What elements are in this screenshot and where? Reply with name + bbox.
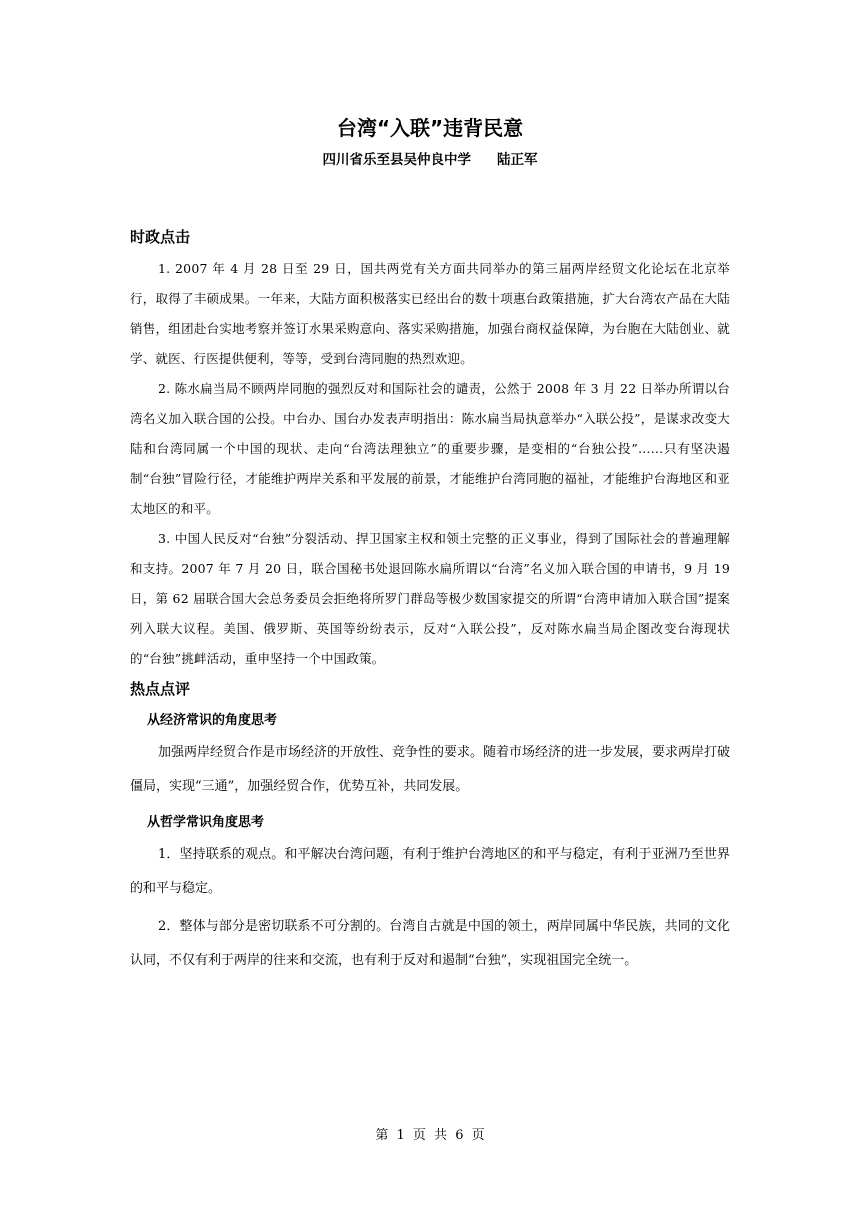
document-body: [130, 222, 730, 982]
subheading-philosophy: 从哲学常识角度思考: [147, 815, 265, 830]
philosophy-paragraph-1: 1．坚持联系的观点。和平解决台湾问题，有利于维护台湾地区的和平与稳定，有利于亚洲乃至世界的和平与稳定。: [130, 847, 730, 896]
page-footer: 第 1 页 共 6 页: [375, 1128, 485, 1143]
author-line: [0, 150, 860, 170]
subheading-economics: 从经济常识的角度思考: [147, 713, 278, 728]
philosophy-paragraph-2: 2．整体与部分是密切联系不可分割的。台湾自古就是中国的领土，两岸同属中华民族，共同的文化认同，不仅有利于两岸的往来和交流，也有利于反对和遏制“台独”，实现祖国完全统一。: [130, 919, 730, 968]
news-paragraph-2: 2. 陈水扁当局不顾两岸同胞的强烈反对和国际社会的谴责，公然于 2008 年 3 月 22 日举办所谓以台湾名义加入联合国的公投。中台办、国台办发表声明指出：陈水扁当局执意举办“入联公投”，是谋求改变大陆和台湾同属一个中国的现状、走向“台湾法理独立”的重要步骤，是变相的“台独公投”……只有坚决遏制“台独”冒险行径，才能维护两岸关系和平发展的前景，才能维护台湾同胞的福祉，才能维护台海地区和亚太地区的和平。: [130, 381, 730, 516]
section-heading-news: 时政点击: [130, 228, 191, 246]
section-heading-commentary: 热点点评: [130, 680, 191, 698]
news-paragraph-3: 3. 中国人民反对“台独”分裂活动、捍卫国家主权和领土完整的正义事业，得到了国际社会的普遍理解和支持。2007 年 7 月 20 日，联合国秘书处退回陈水扁所谓以“台湾”名义加入联合国的申请书，9 月 19 日，第 62 届联合国大会总务委员会拒绝将所罗门群岛等极少数国家提交的所谓“台湾申请加入联合国”提案列入联大议程。美国、俄罗斯、英国等纷纷表示，反对“入联公投”，反对陈水扁当局企图改变台海现状的“台独”挑衅活动，重申坚持一个中国政策。: [130, 531, 730, 666]
author-name: 陆正军: [497, 152, 538, 168]
document-title: 台湾“入联”违背民意: [336, 116, 524, 140]
news-paragraph-1: 1. 2007 年 4 月 28 日至 29 日，国共两党有关方面共同举办的第三届两岸经贸文化论坛在北京举行，取得了丰硕成果。一年来，大陆方面积极落实已经出台的数十项惠台政策措施，扩大台湾农产品在大陆销售，组团赴台实地考察并签订水果采购意向、落实采购措施，加强台商权益保障，为台胞在大陆创业、就学、就医、行医提供便利，等等，受到台湾同胞的热烈欢迎。: [130, 261, 730, 366]
author-school: 四川省乐至县吴仲良中学: [322, 152, 471, 168]
economics-paragraph: 加强两岸经贸合作是市场经济的开放性、竞争性的要求。随着市场经济的进一步发展，要求两岸打破僵局，实现“三通”，加强经贸合作，优势互补，共同发展。: [130, 745, 731, 794]
